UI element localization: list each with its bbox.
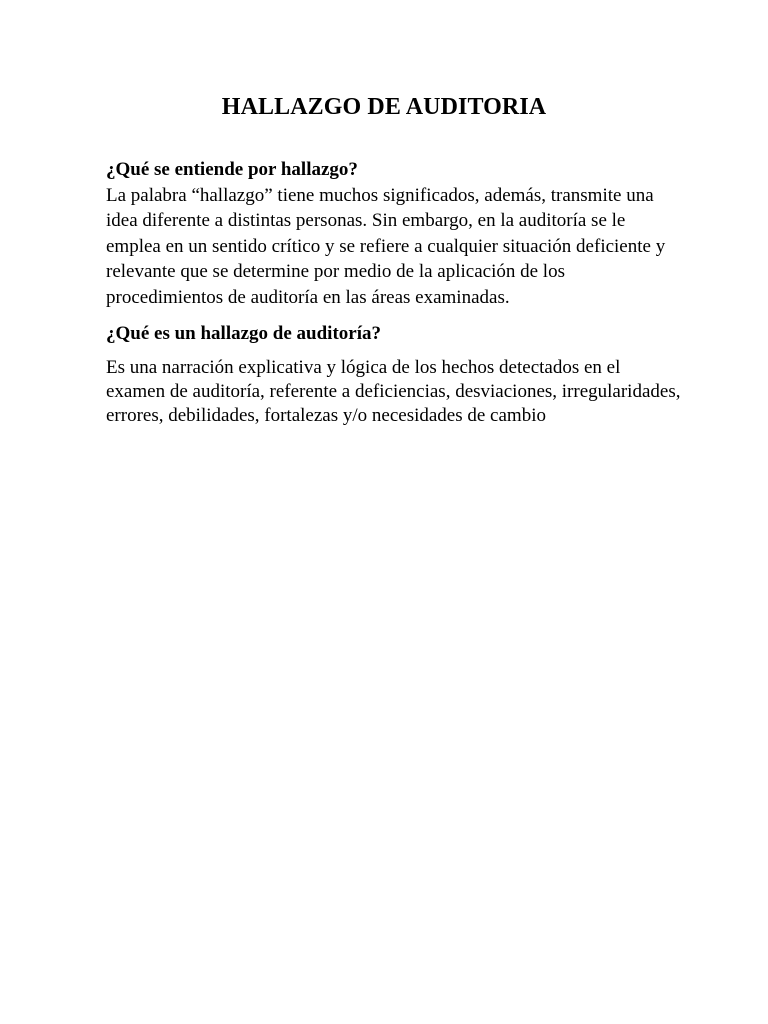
section-audit-finding bbox=[106, 321, 681, 429]
document-title: HALLAZGO DE AUDITORIA bbox=[221, 94, 547, 120]
section-heading: ¿Qué se entiende por hallazgo? bbox=[106, 159, 358, 180]
document-body bbox=[106, 157, 681, 428]
section-heading: ¿Qué es un hallazgo de auditoría? bbox=[106, 322, 381, 344]
section-paragraph: La palabra “hallazgo” tiene muchos significados, además, transmite una idea diferente a distintas personas. Sin embargo, en la auditoría se le emplea en un sentido crítico y se refiere a cualquier situación deficiente y relevante que se determine por medio de la aplicación de los procedimientos de auditoría en las áreas examinadas. bbox=[106, 184, 666, 308]
section-hallazgo-definition bbox=[106, 157, 681, 311]
section-paragraph: Es una narración explicativa y lógica de los hechos detectados en el examen de auditoría, referente a deficiencias, desviaciones, irregularidades, errores, debilidades, fortalezas y/o necesidades de cambio bbox=[106, 357, 681, 427]
